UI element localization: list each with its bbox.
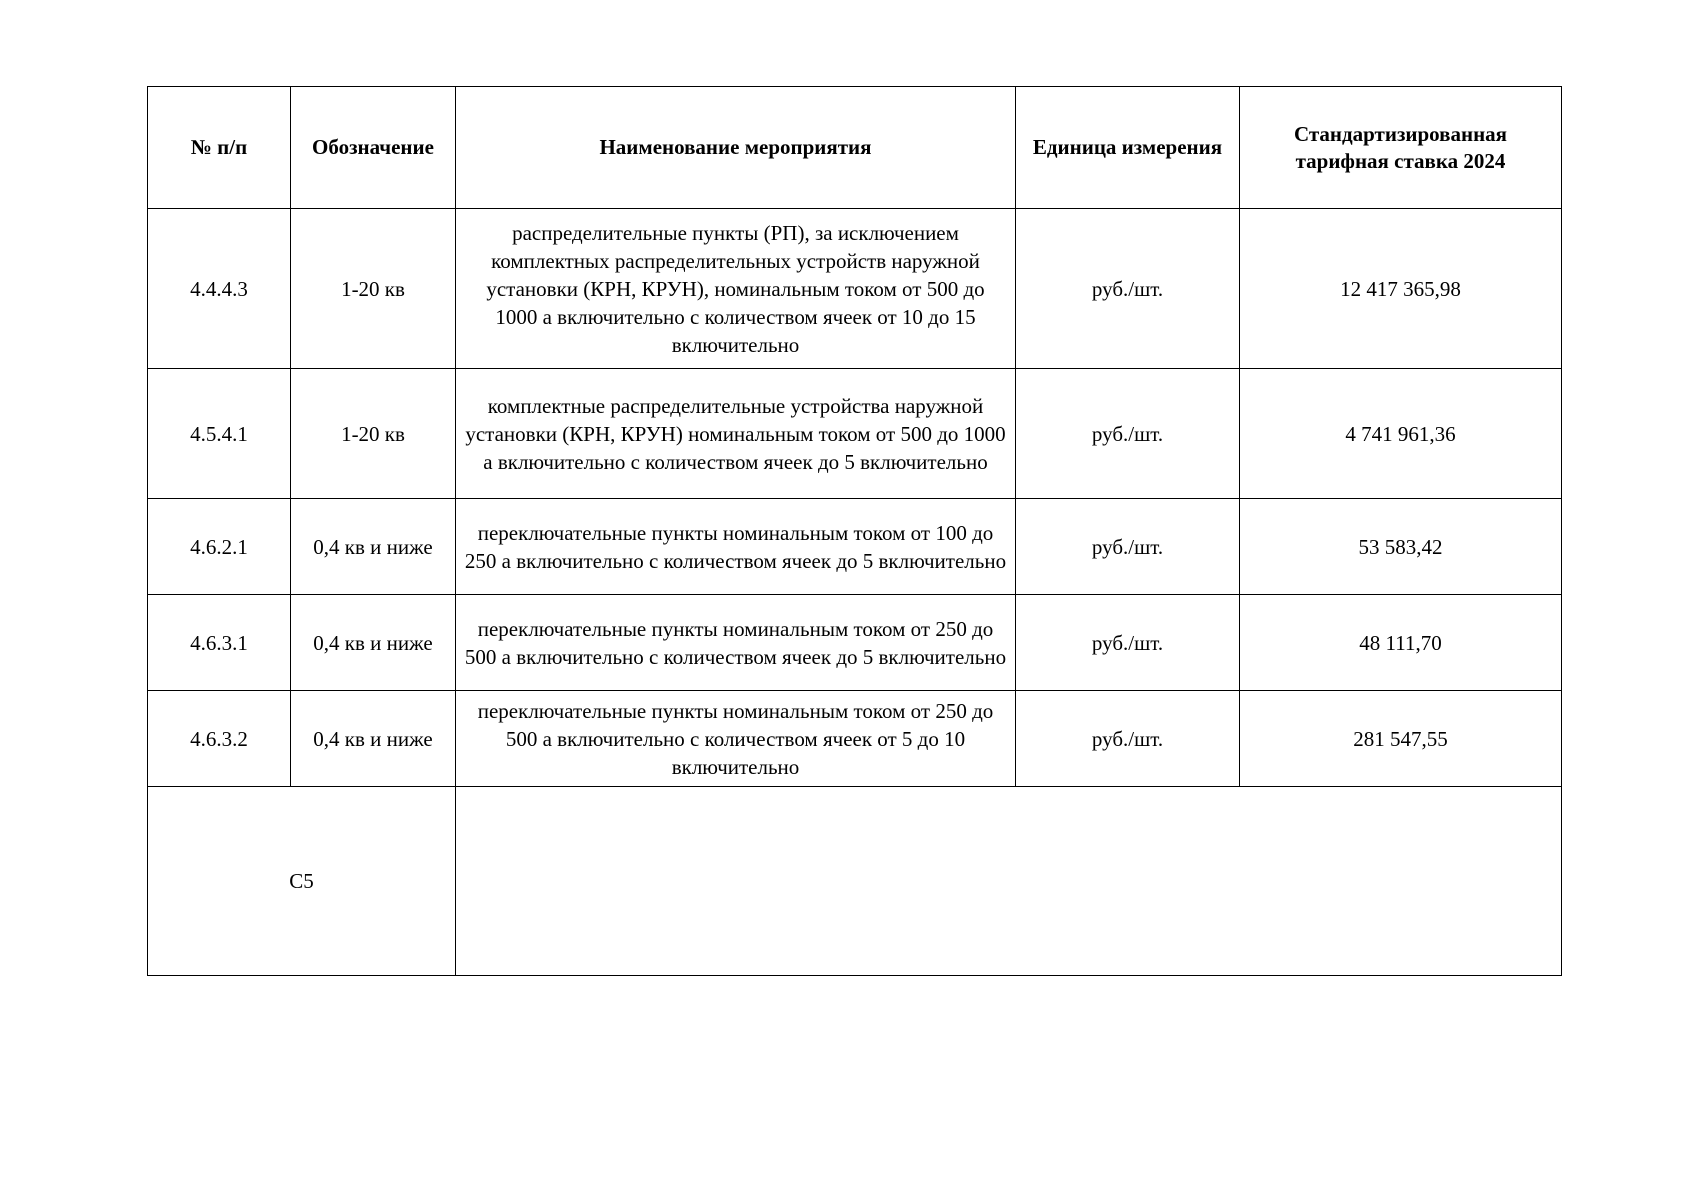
cell-code: 0,4 кв и ниже <box>291 499 456 595</box>
table-row <box>148 209 1562 369</box>
header-code: Обозначение <box>291 87 456 209</box>
cell-num: 4.6.3.1 <box>148 595 291 691</box>
table-header-row <box>148 87 1562 209</box>
cell-num: 4.4.4.3 <box>148 209 291 369</box>
cell-rate: 281 547,55 <box>1240 691 1562 787</box>
cell-name: переключательные пункты номинальным током от 250 до 500 а включительно с количеством ячеек до 5 включительно <box>456 595 1016 691</box>
cell-code: 0,4 кв и ниже <box>291 691 456 787</box>
cell-code: 1-20 кв <box>291 209 456 369</box>
table-footer-row <box>148 787 1562 976</box>
table-row <box>148 691 1562 787</box>
cell-name: переключательные пункты номинальным током от 250 до 500 а включительно с количеством ячеек от 5 до 10 включительно <box>456 691 1016 787</box>
header-name: Наименование мероприятия <box>456 87 1016 209</box>
cell-name: комплектные распределительные устройства наружной установки (КРН, КРУН) номинальным током от 500 до 1000 а включительно с количеством ячеек до 5 включительно <box>456 369 1016 499</box>
cell-unit: руб./шт. <box>1016 691 1240 787</box>
cell-rate: 4 741 961,36 <box>1240 369 1562 499</box>
table-row <box>148 369 1562 499</box>
cell-unit: руб./шт. <box>1016 595 1240 691</box>
cell-name: распределительные пункты (РП), за исключением комплектных распределительных устройств наружной установки (КРН, КРУН), номинальным током от 500 до 1000 а включительно с количеством ячеек от 10 до 15 включительно <box>456 209 1016 369</box>
table-row <box>148 595 1562 691</box>
cell-num: 4.5.4.1 <box>148 369 291 499</box>
cell-code: 0,4 кв и ниже <box>291 595 456 691</box>
cell-rate: 53 583,42 <box>1240 499 1562 595</box>
footer-label: С5 <box>148 787 456 976</box>
cell-unit: руб./шт. <box>1016 369 1240 499</box>
table-row <box>148 499 1562 595</box>
cell-code: 1-20 кв <box>291 369 456 499</box>
cell-name: переключательные пункты номинальным током от 100 до 250 а включительно с количеством ячеек до 5 включительно <box>456 499 1016 595</box>
tariff-table <box>147 86 1562 976</box>
cell-rate: 48 111,70 <box>1240 595 1562 691</box>
cell-rate: 12 417 365,98 <box>1240 209 1562 369</box>
footer-value <box>456 787 1562 976</box>
header-num: № п/п <box>148 87 291 209</box>
cell-unit: руб./шт. <box>1016 499 1240 595</box>
cell-unit: руб./шт. <box>1016 209 1240 369</box>
cell-num: 4.6.3.2 <box>148 691 291 787</box>
cell-num: 4.6.2.1 <box>148 499 291 595</box>
header-rate: Стандартизированная тарифная ставка 2024 <box>1240 87 1562 209</box>
header-unit: Единица измерения <box>1016 87 1240 209</box>
